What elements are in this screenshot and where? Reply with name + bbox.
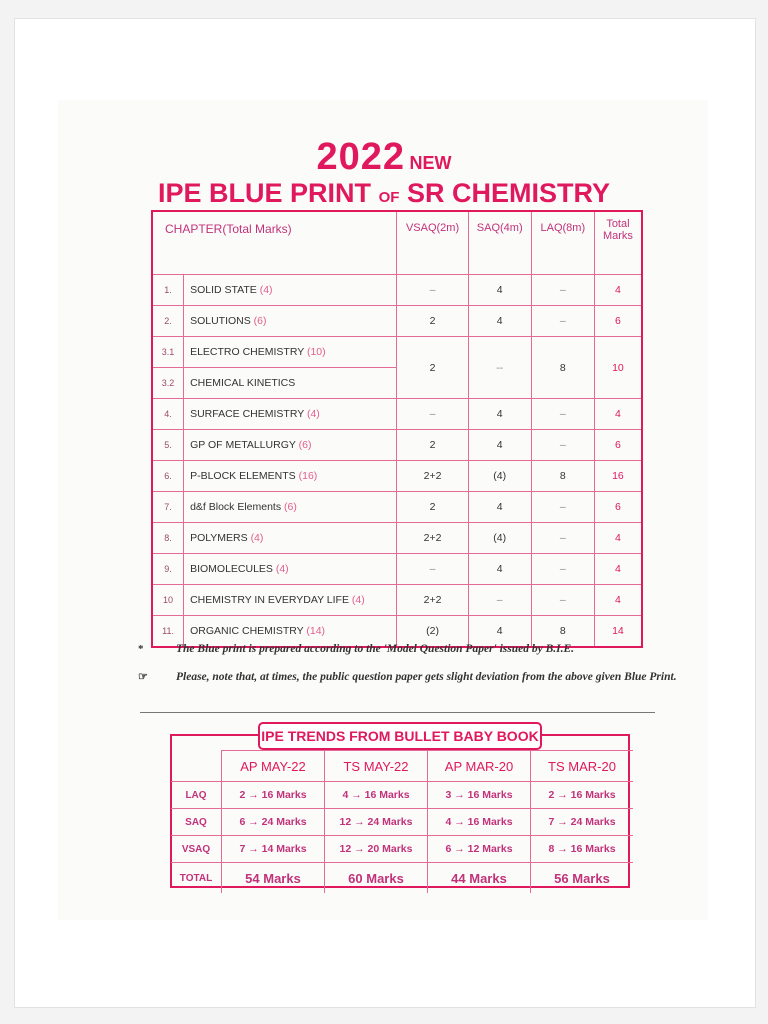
row-number: 2. (152, 306, 184, 337)
chapter-marks: (4) (351, 594, 365, 606)
note-text: The Blue print is prepared according to the 'Model Question Paper' issued by B.I.E. (176, 643, 575, 655)
table-row (152, 461, 642, 492)
laq-cell: – (531, 554, 594, 585)
trends-cell: 44 Marks (428, 863, 531, 894)
chapter-marks: (4) (250, 532, 264, 544)
table-row (152, 306, 642, 337)
row-number: 9. (152, 554, 184, 585)
row-number: 7. (152, 492, 184, 523)
vsaq-cell: (2) (397, 616, 468, 648)
trends-cell: 6 → 24 Marks (222, 809, 325, 836)
trends-title: IPE TRENDS FROM BULLET BABY BOOK (258, 722, 542, 750)
chapter-name: BIOMOLECULES (190, 563, 273, 575)
total-cell: 14 (594, 616, 642, 648)
chapter-marks: (10) (306, 346, 326, 358)
vsaq-cell: 2 (397, 306, 468, 337)
row-number: 11. (152, 616, 184, 648)
trends-row-label: TOTAL (171, 863, 222, 894)
vsaq-cell: 2 (397, 337, 468, 399)
row-number: 4. (152, 399, 184, 430)
chapter-marks: (4) (275, 563, 289, 575)
saq-cell: (4) (468, 461, 531, 492)
chapter-name-cell (184, 523, 397, 554)
col-laq: LAQ(8m) (531, 211, 594, 275)
trends-cell: 54 Marks (222, 863, 325, 894)
chapter-marks: (14) (306, 625, 326, 637)
chapter-name: ELECTRO CHEMISTRY (190, 346, 305, 358)
divider (140, 712, 655, 713)
chapter-name-cell (184, 430, 397, 461)
total-cell: 4 (594, 554, 642, 585)
total-cell: 4 (594, 585, 642, 616)
chapter-name-cell (184, 585, 397, 616)
total-cell: 10 (594, 337, 642, 399)
pointing-hand-icon: ☞ (138, 671, 148, 683)
laq-cell: – (531, 399, 594, 430)
trends-col-ap-may-22: AP MAY-22 (222, 751, 325, 782)
laq-cell: 8 (531, 461, 594, 492)
trends-cell: 6 → 12 Marks (428, 836, 531, 863)
chapter-name: d&f Block Elements (190, 501, 282, 513)
title-of: OF (378, 189, 400, 206)
chapter-name: GP OF METALLURGY (190, 439, 296, 451)
title-blue-print: IPE BLUE PRINT (158, 178, 372, 208)
title-subject: SR CHEMISTRY (406, 178, 610, 208)
col-total-line2: Marks (602, 230, 633, 242)
saq-cell: – (468, 585, 531, 616)
col-total-line1: Total (606, 218, 630, 230)
row-number: 10 (152, 585, 184, 616)
saq-cell: 4 (468, 616, 531, 648)
saq-cell: 4 (468, 399, 531, 430)
trends-cell: 12 → 20 Marks (325, 836, 428, 863)
trends-corner-cell (171, 751, 222, 782)
vsaq-cell: 2+2 (397, 585, 468, 616)
saq-cell: 4 (468, 554, 531, 585)
trends-cell: 4 → 16 Marks (428, 809, 531, 836)
saq-cell: (4) (468, 523, 531, 554)
row-number: 1. (152, 275, 184, 306)
trends-cell: 60 Marks (325, 863, 428, 894)
vsaq-cell: – (397, 399, 468, 430)
laq-cell: – (531, 492, 594, 523)
total-cell: 4 (594, 399, 642, 430)
trends-cell: 3 → 16 Marks (428, 782, 531, 809)
title-year: 2022 (316, 136, 406, 178)
trends-cell: 2 → 16 Marks (531, 782, 634, 809)
blueprint-header-row (152, 211, 642, 275)
chapter-name: SOLID STATE (190, 284, 257, 296)
vsaq-cell: – (397, 554, 468, 585)
total-cell: 16 (594, 461, 642, 492)
trends-cell: 8 → 16 Marks (531, 836, 634, 863)
chapter-name: POLYMERS (190, 532, 248, 544)
trends-cell: 12 → 24 Marks (325, 809, 428, 836)
trends-cell: 7 → 24 Marks (531, 809, 634, 836)
title-year-line (0, 136, 768, 179)
chapter-name-cell (184, 337, 397, 368)
col-total (594, 211, 642, 275)
laq-cell: – (531, 430, 594, 461)
saq-cell: 4 (468, 492, 531, 523)
laq-cell: 8 (531, 616, 594, 648)
chapter-name-cell (184, 461, 397, 492)
trends-row-label: LAQ (171, 782, 222, 809)
vsaq-cell: 2+2 (397, 523, 468, 554)
total-cell: 4 (594, 275, 642, 306)
chapter-name: CHEMISTRY IN EVERYDAY LIFE (190, 594, 349, 606)
trends-row (171, 782, 633, 809)
note-deviation (138, 668, 678, 686)
title-new: NEW (409, 153, 452, 173)
chapter-marks: (6) (298, 439, 312, 451)
laq-cell: – (531, 523, 594, 554)
trends-row (171, 836, 633, 863)
trends-col-ts-mar-20: TS MAR-20 (531, 751, 634, 782)
chapter-name: CHEMICAL KINETICS (190, 377, 296, 389)
row-number: 3.1 (152, 337, 184, 368)
total-cell: 4 (594, 523, 642, 554)
title-main (0, 178, 768, 209)
row-number: 3.2 (152, 368, 184, 399)
table-row (152, 430, 642, 461)
chapter-marks: (4) (306, 408, 320, 420)
chapter-name-cell (184, 275, 397, 306)
table-row (152, 585, 642, 616)
blueprint-table (151, 210, 643, 648)
trends-row-label: VSAQ (171, 836, 222, 863)
trends-row (171, 863, 633, 894)
saq-cell: 4 (468, 275, 531, 306)
chapter-marks: (4) (259, 284, 273, 296)
trends-row (171, 809, 633, 836)
saq-cell: -- (468, 337, 531, 399)
chapter-name-cell (184, 306, 397, 337)
laq-cell: – (531, 275, 594, 306)
table-row (152, 554, 642, 585)
table-row (152, 523, 642, 554)
row-number: 5. (152, 430, 184, 461)
total-cell: 6 (594, 492, 642, 523)
chapter-name-cell (184, 368, 397, 399)
chapter-name: ORGANIC CHEMISTRY (190, 625, 304, 637)
total-cell: 6 (594, 306, 642, 337)
trends-header-row (171, 751, 633, 782)
col-chapter: CHAPTER(Total Marks) (152, 211, 397, 275)
chapter-name-cell (184, 399, 397, 430)
chapter-marks: (6) (284, 501, 297, 513)
note-blueprint (138, 640, 678, 658)
note-text: Please, note that, at times, the public question paper gets slight deviation from the above given Blue Print. (176, 671, 677, 683)
trends-cell: 4 → 16 Marks (325, 782, 428, 809)
vsaq-cell: 2 (397, 492, 468, 523)
total-cell: 6 (594, 430, 642, 461)
laq-cell: – (531, 306, 594, 337)
trends-col-ts-may-22: TS MAY-22 (325, 751, 428, 782)
col-saq: SAQ(4m) (468, 211, 531, 275)
laq-cell: – (531, 585, 594, 616)
trends-cell: 56 Marks (531, 863, 634, 894)
trends-cell: 2 → 16 Marks (222, 782, 325, 809)
table-row (152, 275, 642, 306)
trends-col-ap-mar-20: AP MAR-20 (428, 751, 531, 782)
row-number: 6. (152, 461, 184, 492)
trends-cell: 7 → 14 Marks (222, 836, 325, 863)
chapter-marks: (6) (253, 315, 267, 327)
table-row (152, 399, 642, 430)
saq-cell: 4 (468, 306, 531, 337)
note-asterisk-icon: * (138, 643, 144, 655)
chapter-marks: (16) (298, 470, 318, 482)
chapter-name-cell (184, 554, 397, 585)
chapter-name: P-BLOCK ELEMENTS (190, 470, 296, 482)
vsaq-cell: 2 (397, 430, 468, 461)
table-row (152, 492, 642, 523)
vsaq-cell: 2+2 (397, 461, 468, 492)
table-row (152, 337, 642, 368)
chapter-name-cell (184, 492, 397, 523)
saq-cell: 4 (468, 430, 531, 461)
trends-table (171, 750, 633, 893)
row-number: 8. (152, 523, 184, 554)
laq-cell: 8 (531, 337, 594, 399)
chapter-name: SOLUTIONS (190, 315, 251, 327)
vsaq-cell: – (397, 275, 468, 306)
trends-row-label: SAQ (171, 809, 222, 836)
col-vsaq: VSAQ(2m) (397, 211, 468, 275)
chapter-name: SURFACE CHEMISTRY (190, 408, 305, 420)
